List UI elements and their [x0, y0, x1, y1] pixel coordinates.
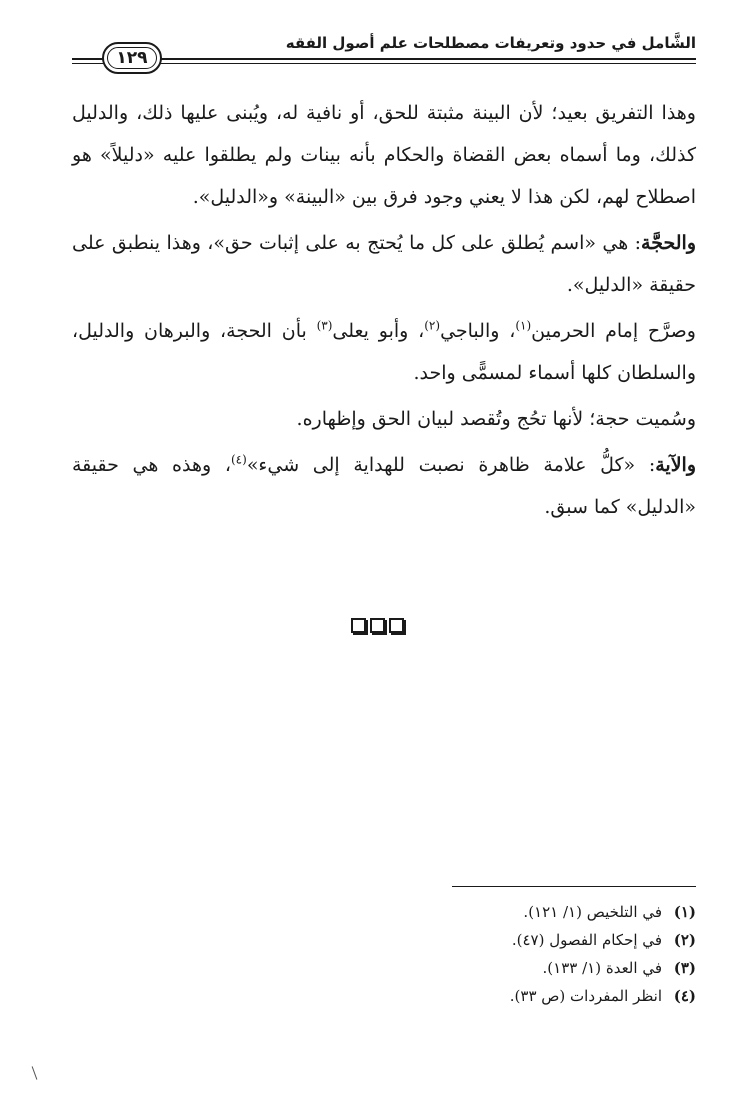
footnote-text: انظر المفردات (ص ٣٣).	[509, 987, 662, 1005]
paragraph-3-part-a: وصرَّح إمام الحرمين	[531, 320, 696, 342]
footnotes	[136, 898, 696, 1010]
running-header	[72, 28, 696, 76]
main-text	[72, 92, 696, 528]
footnote-number: (١)	[673, 903, 696, 921]
footnote-number: (٣)	[673, 959, 696, 977]
footnote-ref-3[interactable]: (٣)	[316, 318, 333, 333]
paragraph-3-part-c: ، وأبو يعلى	[332, 320, 425, 342]
paragraph-1: وهذا التفريق بعيد؛ لأن البينة مثبتة للحق، أو نافية له، ويُبنى عليها ذلك، والدليل كذلك، وما أسماه بعض القضاة والحكام بأنه بينات ولم يطلقوا عليه «دليلاً» هو اصطلاح لهم، لكن هذا لا يعني وجود فرق بين «البينة» و«الدليل».	[72, 102, 696, 208]
footnote-ref-4[interactable]: (٤)	[230, 452, 247, 467]
footnote-rule	[452, 886, 696, 887]
footnote-ref-2[interactable]: (٢)	[424, 318, 441, 333]
term-hujja: والحجَّة	[641, 232, 697, 254]
section-separator	[0, 618, 755, 633]
header-rule-thin	[72, 63, 696, 64]
separator-square-icon	[351, 618, 366, 633]
footnote-item	[136, 926, 696, 954]
footnote-item	[136, 898, 696, 926]
paragraph-3	[72, 310, 696, 394]
book-title: الشَّامل في حدود وتعريفات مصطلحات علم أصول الفقه	[285, 34, 696, 52]
header-rule	[72, 58, 696, 60]
footnote-text: في التلخيص (١/ ١٢١).	[523, 903, 662, 921]
page-number: ١٢٩	[102, 42, 162, 74]
paragraph-5-part-a: : «كلُّ علامة ظاهرة نصبت للهداية إلى شيء»	[246, 454, 656, 476]
paragraph-3-part-d: بأن الحجة، والبرهان والدليل، والسلطان كلها أسماء لمسمًّى واحد.	[72, 320, 696, 384]
term-ayah: والآية	[655, 454, 696, 476]
separator-square-icon	[370, 618, 385, 633]
paragraph-2-text: : هي «اسم يُطلق على كل ما يُحتج به على إثبات حق»، وهذا ينطبق على حقيقة «الدليل».	[72, 232, 696, 296]
paragraph-2	[72, 222, 696, 306]
footnote-text: في العدة (١/ ١٣٣).	[542, 959, 662, 977]
footnote-ref-1[interactable]: (١)	[515, 318, 532, 333]
scan-mark	[32, 1066, 38, 1079]
separator-square-icon	[389, 618, 404, 633]
paragraph-4: وسُميت حجة؛ لأنها تحُج وتُقصد لبيان الحق وإظهاره.	[296, 408, 696, 430]
footnote-item	[136, 954, 696, 982]
footnote-number: (٢)	[673, 931, 696, 949]
paragraph-5	[72, 444, 696, 528]
footnote-number: (٤)	[673, 987, 696, 1005]
paragraph-5-part-b: ، وهذه هي حقيقة «الدليل» كما سبق.	[72, 454, 696, 518]
footnote-item	[136, 982, 696, 1010]
footnote-text: في إحكام الفصول (٤٧).	[511, 931, 662, 949]
paragraph-3-part-b: ، والباجي	[440, 320, 516, 342]
